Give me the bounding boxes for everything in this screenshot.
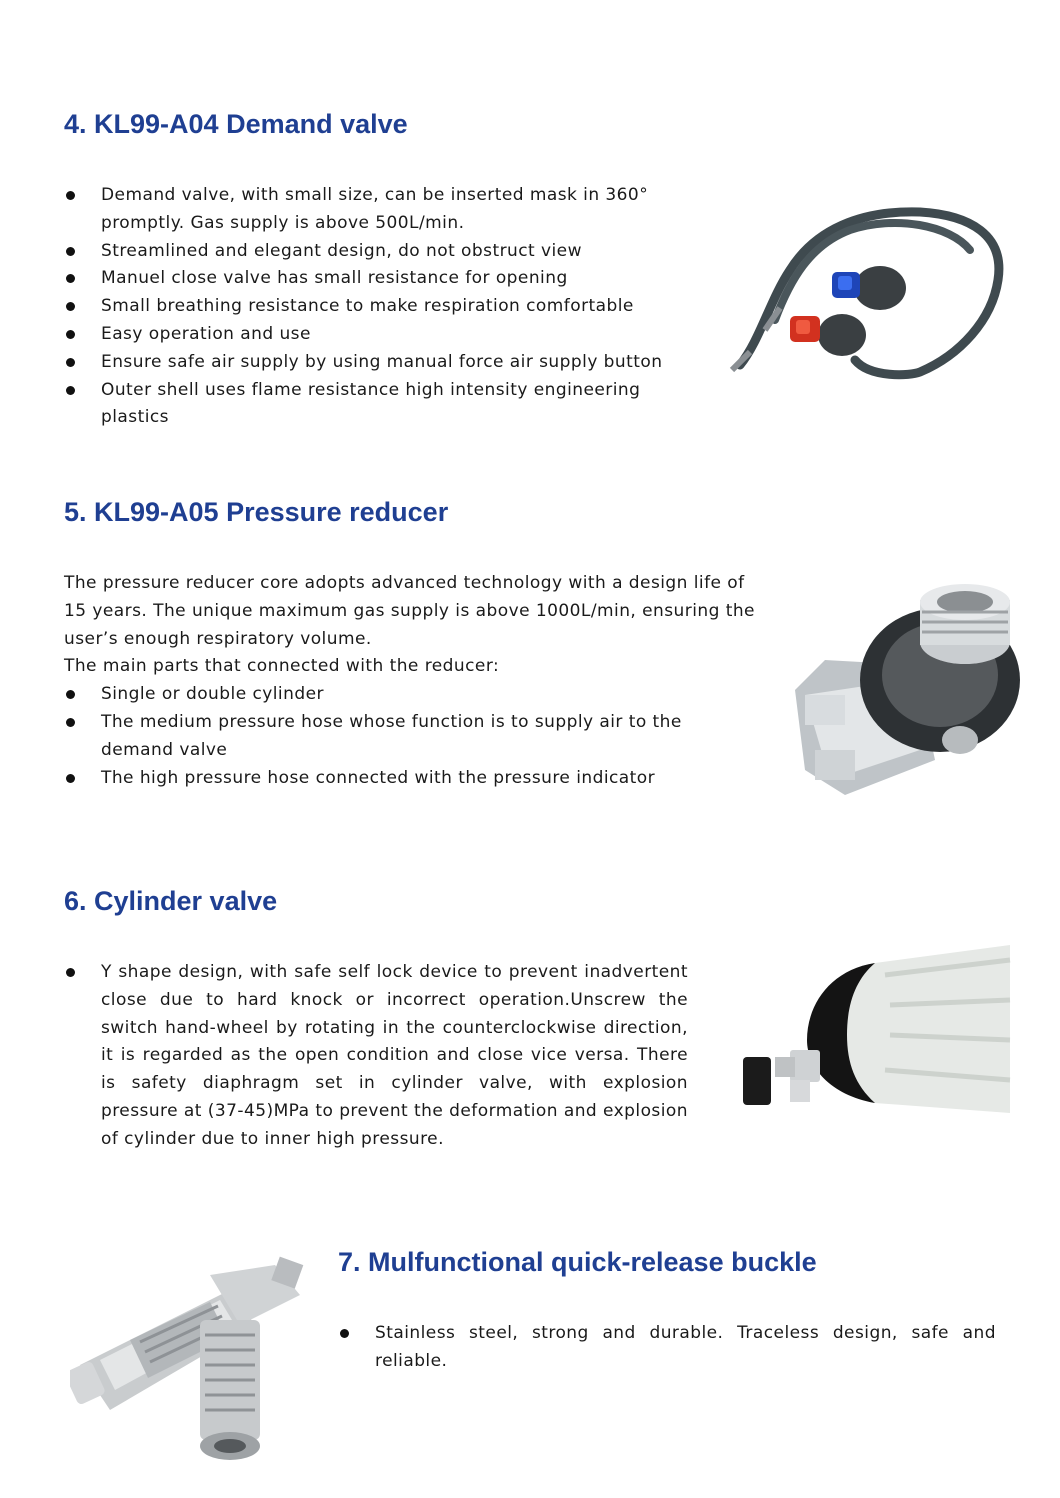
section-6-bullet-list: [64, 959, 688, 1154]
list-item: Single or double cylinder: [64, 681, 764, 709]
paragraph: The pressure reducer core adopts advanced technology with a design life of 15 years. The unique maximum gas supply is above 1000L/min, ensuring the user’s enough respiratory volume.: [64, 573, 755, 649]
section-7-heading: 7. Mulfunctional quick-release buckle: [338, 1247, 817, 1277]
section-5-heading: 5. KL99-A05 Pressure reducer: [64, 497, 449, 527]
pressure-reducer-photo: [785, 580, 1035, 805]
section-4-heading: 4. KL99-A04 Demand valve: [64, 109, 408, 139]
list-item: The medium pressure hose whose function is to supply air to the demand valve: [64, 709, 764, 765]
list-item: Small breathing resistance to make respiration comfortable: [64, 293, 724, 321]
section-7-bullet-list: [338, 1320, 996, 1376]
section-4-bullet-list: [64, 182, 724, 432]
list-item: Manuel close valve has small resistance for opening: [64, 265, 724, 293]
list-item: Streamlined and elegant design, do not obstruct view: [64, 238, 724, 266]
quick-release-buckle-photo: [70, 1250, 315, 1465]
list-item: Outer shell uses flame resistance high intensity engineering plastics: [64, 377, 724, 433]
section-6-heading: 6. Cylinder valve: [64, 886, 278, 916]
list-item: Stainless steel, strong and durable. Traceless design, safe and reliable.: [338, 1320, 996, 1376]
cylinder-valve-photo: [735, 945, 1015, 1115]
list-item: The high pressure hose connected with the pressure indicator: [64, 765, 764, 793]
list-item: Ensure safe air supply by using manual force air supply button: [64, 349, 724, 377]
demand-valve-photo: [720, 190, 1020, 390]
section-5-bullet-list: [64, 681, 764, 792]
list-item: Demand valve, with small size, can be inserted mask in 360° promptly. Gas supply is above 500L/min.: [64, 182, 724, 238]
paragraph: The main parts that connected with the reducer:: [64, 656, 500, 677]
list-item: Easy operation and use: [64, 321, 724, 349]
list-item: Y shape design, with safe self lock device to prevent inadvertent close due to hard knock or incorrect operation.Unscrew the switch hand-wheel by rotating in the counterclockwise direction, it is regarded as the open condition and close vice versa. There is safety diaphragm set in cylinder valve, with explosion pressure at (37-45)MPa to prevent the deformation and explosion of cylinder due to inner high pressure.: [64, 959, 688, 1154]
section-5-body: [64, 570, 764, 792]
